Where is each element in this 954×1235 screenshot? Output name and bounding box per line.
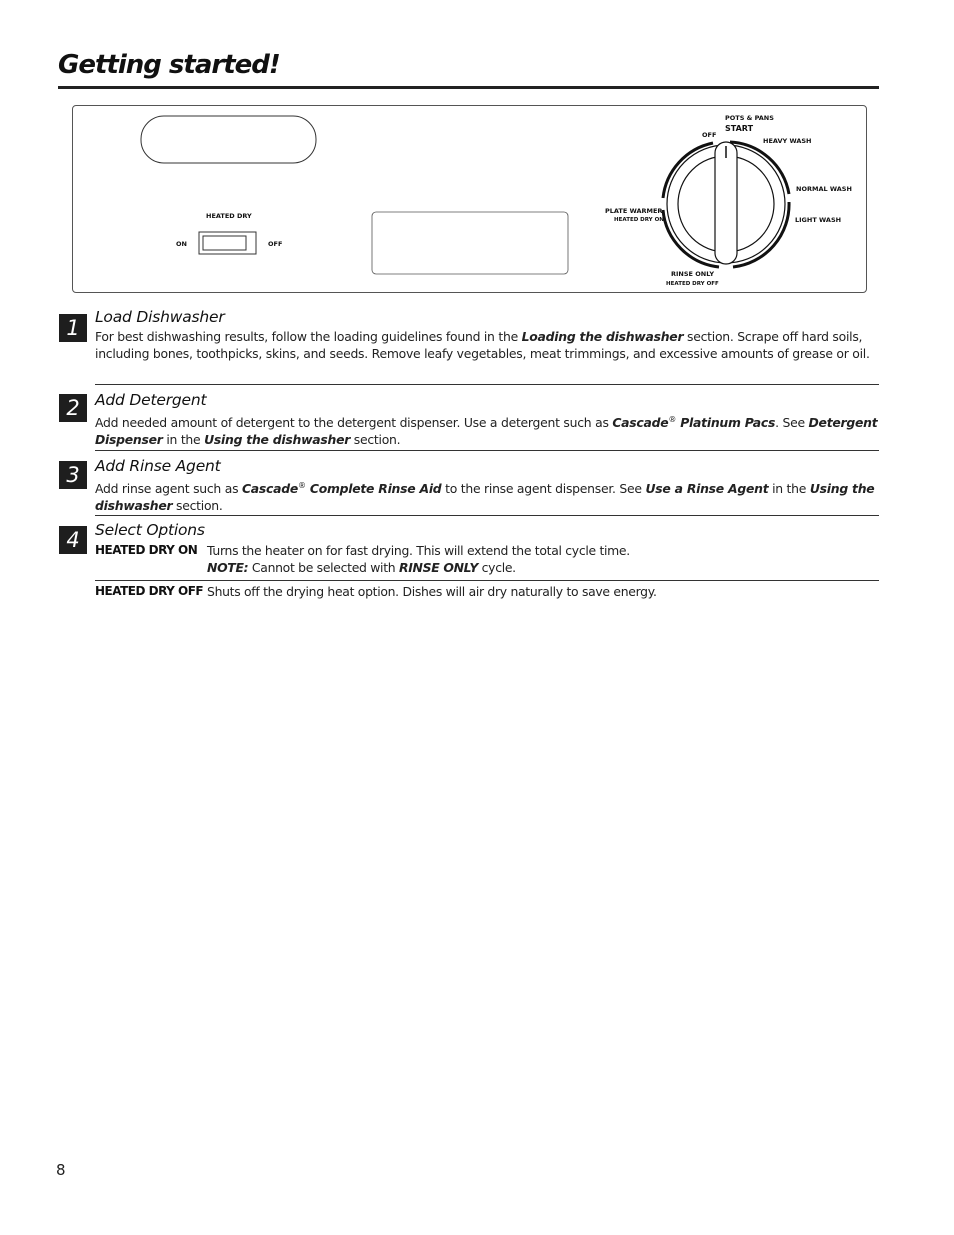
option-name: HEATED DRY OFF (95, 584, 204, 598)
heated-dry-switch[interactable] (199, 232, 256, 254)
dial-label-light-wash: LIGHT WASH (795, 216, 842, 224)
wash-cycle-arc (730, 142, 789, 194)
step-number-badge: 4 (59, 526, 87, 554)
switch-off-label: OFF (268, 240, 283, 248)
step-add-detergent (95, 391, 879, 448)
step-body: Add needed amount of detergent to the detergent dispenser. Use a detergent such as Cascade® Platinum Pacs. See Detergent Dispenser in the Using the dishwasher section. (95, 415, 878, 448)
step-add-rinse-agent (95, 457, 879, 514)
dial-label-pots-pans: POTS & PANS (725, 114, 774, 122)
display-window (141, 116, 316, 163)
dial-label-off: OFF (702, 131, 717, 139)
dial-label-rinse-only: RINSE ONLY (671, 270, 715, 278)
step-select-options (95, 521, 879, 539)
step-title: Load Dishwasher (95, 308, 225, 326)
title-divider (58, 86, 879, 89)
step-number-badge: 1 (59, 314, 87, 342)
step-divider (95, 450, 879, 451)
link-text-loading-dishwasher: Loading the dishwasher (521, 329, 684, 344)
option-heated-dry-off (95, 583, 879, 601)
step-body: Add rinse agent such as Cascade® Complete Rinse Aid to the rinse agent dispenser. See Use a Rinse Agent in the Using the dishwasher section. (95, 481, 875, 514)
rinse-cycle-arc (663, 210, 719, 267)
heated-dry-label: HEATED DRY (206, 212, 252, 220)
dial-label-start: START (725, 124, 754, 133)
dial-label-normal-wash: NORMAL WASH (796, 185, 852, 193)
step-divider (95, 384, 879, 385)
option-name: HEATED DRY ON (95, 543, 198, 557)
page-title: Getting started! (58, 50, 280, 80)
step-number-badge: 2 (59, 394, 87, 422)
step-body: For best dishwashing results, follow the loading guidelines found in the Loading the dishwasher section. Scrape off hard soils, including bones, toothpicks, skins, and seeds. Remove leafy vegetables, meat trimmings, and excessive amounts of grease or oil. (95, 329, 870, 361)
switch-on-label: ON (176, 240, 187, 248)
step-divider (95, 515, 879, 516)
step-title: Add Detergent (95, 391, 207, 409)
option-description: Turns the heater on for fast drying. This will extend the total cycle time. NOTE: Cannot be selected with RINSE ONLY cycle. (207, 543, 630, 575)
dry-cycle-arc (733, 202, 789, 267)
dial-label-plate-warmer-sub: HEATED DRY ON (614, 217, 664, 223)
option-heated-dry-on (95, 542, 879, 578)
control-panel-drawing (73, 106, 868, 294)
step-load-dishwasher (95, 308, 879, 362)
step-number-badge: 3 (59, 461, 87, 489)
control-panel-illustration (72, 105, 867, 293)
center-panel-window (372, 212, 568, 274)
option-description: Shuts off the drying heat option. Dishes will air dry naturally to save energy. (207, 584, 657, 599)
cycle-dial[interactable] (663, 142, 789, 267)
dial-knob[interactable] (715, 142, 737, 264)
note-label: NOTE: (207, 560, 249, 575)
dial-label-rinse-only-sub: HEATED DRY OFF (666, 281, 719, 287)
step-title: Add Rinse Agent (95, 457, 221, 475)
heated-dry-switch-rocker[interactable] (203, 236, 246, 250)
option-divider (95, 580, 879, 581)
step-title: Select Options (95, 521, 205, 539)
dial-label-plate-warmer: PLATE WARMER (605, 207, 663, 215)
warmer-cycle-arc (663, 143, 713, 198)
dial-label-heavy-wash: HEAVY WASH (763, 137, 812, 145)
page-number: 8 (56, 1161, 66, 1179)
